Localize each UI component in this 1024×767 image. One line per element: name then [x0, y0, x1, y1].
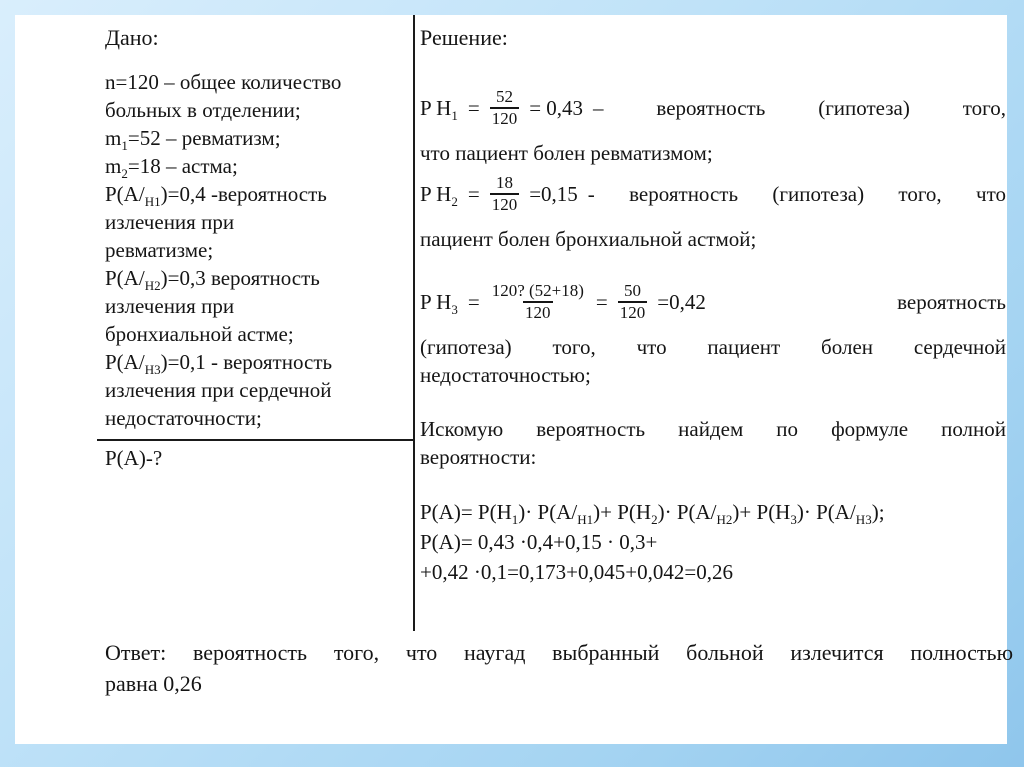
intro-line-1: Искомую вероятность найдем по формуле полной: [420, 417, 1006, 441]
given-line-8: $P(A/_{H2})=0,3$ вероятность: [105, 266, 320, 294]
given-line-4: $m_2=18$ – астма;: [105, 154, 238, 182]
h3-description-line2: (гипотеза) того, что пациент болен сердечной: [420, 335, 1006, 359]
h1-description: – вероятность (гипотеза) того,: [593, 96, 1006, 120]
given-line-3: $m_1=52$ – ревматизм;: [105, 126, 281, 154]
h3-fraction-1: [490, 281, 586, 322]
h3-equals-2: =: [595, 290, 608, 314]
given-column: [105, 23, 413, 472]
given-line-6: излечения при: [105, 210, 235, 234]
h3-fraction-2-numerator: 50: [624, 281, 641, 301]
h1-description-line2: что пациент болен ревматизмом;: [420, 141, 713, 165]
given-question: P(A)-?: [105, 446, 163, 470]
solution-title: Решение:: [420, 25, 508, 50]
h2-description-line2: пациент болен бронхиальной астмой;: [420, 227, 757, 251]
given-line-9: излечения при: [105, 294, 235, 318]
h2-lhs: P $H_2$: [420, 182, 458, 210]
hypothesis-2-formula: [420, 167, 1006, 221]
h3-fraction-2: [618, 281, 648, 322]
h3-description: вероятность: [897, 290, 1006, 314]
given-line-11: $P(A/_{H3})=0,1$ - вероятность: [105, 350, 333, 378]
h1-fraction: [490, 87, 520, 128]
h2-equals: =: [467, 182, 480, 206]
given-line-5: $P(A/_{H1})=0,4$ -вероятность: [105, 182, 327, 210]
calculation-line-1: P(A)= 0,43 ·0,4+0,15 · 0,3+: [420, 530, 658, 554]
slide-content-panel: [15, 15, 1013, 744]
h3-lhs: P $H_3$: [420, 290, 458, 318]
given-line-13: недостаточности;: [105, 406, 262, 430]
h1-equals: =: [467, 96, 480, 120]
intro-line-2: вероятности:: [420, 445, 537, 469]
calculation-line-2: +0,42 ·0,1=0,173+0,045+0,042=0,26: [420, 560, 733, 584]
h2-fraction-numerator: 18: [495, 173, 513, 193]
total-probability-formula: $P(A)= P(H_1)\cdot P(A/_{H1})+ P(H_2)\cdot P(A/_{H2})+ P(H_3)\cdot P(A/_{H3})$;: [420, 500, 885, 528]
h3-equals-1: =: [467, 290, 480, 314]
hypothesis-3-formula: [420, 275, 1006, 329]
h2-fraction-denominator: 120: [491, 195, 518, 214]
given-title: Дано:: [105, 25, 159, 50]
solution-column: [420, 23, 1006, 587]
h3-fraction-1-denominator: 120: [525, 303, 551, 322]
h1-lhs: P $H_1$: [420, 96, 458, 124]
h2-description: - вероятность (гипотеза) того, что: [587, 182, 1006, 206]
total-probability-calculation: [420, 497, 1006, 587]
h3-description-line3: недостаточностью;: [420, 363, 591, 387]
column-divider: [413, 15, 415, 631]
given-line-2: больных в отделении;: [105, 98, 301, 122]
h2-result: =0,15: [529, 182, 578, 206]
h3-result: =0,42: [657, 290, 706, 314]
h1-fraction-denominator: 120: [491, 109, 518, 128]
h1-fraction-numerator: 52: [495, 87, 513, 107]
answer-line-1: Ответ: вероятность того, что наугад выбранный больной излечится полностью: [105, 640, 1013, 665]
h1-result: = 0,43: [529, 96, 584, 120]
given-line-1: n=120 – общее количество: [105, 70, 342, 94]
h2-fraction: [490, 173, 520, 214]
h3-fraction-1-numerator: 120? (52+18): [491, 281, 584, 301]
h3-fraction-2-denominator: 120: [619, 303, 646, 322]
given-line-7: ревматизме;: [105, 238, 214, 262]
hypothesis-1-formula: [420, 81, 1006, 135]
total-probability-intro: [420, 415, 1006, 471]
answer-line-2: равна 0,26: [105, 671, 202, 696]
answer-block: [105, 637, 1013, 699]
given-underline: [97, 439, 413, 441]
given-line-12: излечения при сердечной: [105, 378, 332, 402]
given-line-10: бронхиальной астме;: [105, 322, 294, 346]
